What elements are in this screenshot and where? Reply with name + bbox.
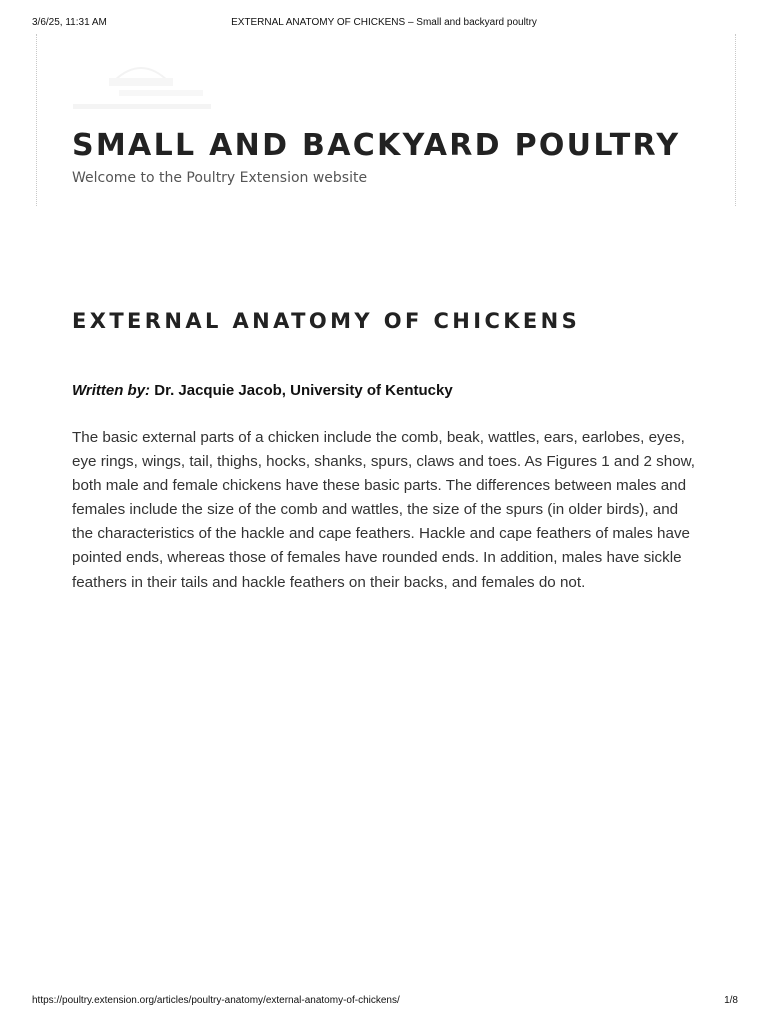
byline-author: Dr. Jacquie Jacob, University of Kentucky bbox=[150, 382, 453, 399]
article-body: The basic external parts of a chicken include the comb, beak, wattles, ears, earlobes, eyes, eye rings, wings, tail, thighs, hocks, shanks, spurs, claws and toes. As Figures 1 and 2 show, both male and female chickens have these basic parts. The differences between males and females include the size of the comb and wattles, the size of the spurs (in older birds), and the characteristics of the hackle and cape feathers. Hackle and cape feathers of males have pointed ends, whereas those of females have rounded ends. In addition, males have sickle feathers in their tails and hackle feathers on their backs, and females do not. bbox=[72, 429, 695, 591]
site-title[interactable]: SMALL AND BACKYARD POULTRY bbox=[72, 128, 681, 163]
page-number: 1/8 bbox=[724, 995, 738, 1006]
page-url: https://poultry.extension.org/articles/poultry-anatomy/external-anatomy-of-chickens/ bbox=[32, 995, 400, 1006]
print-page-title: EXTERNAL ANATOMY OF CHICKENS – Small and backyard poultry bbox=[231, 17, 537, 28]
print-datetime: 3/6/25, 11:31 AM bbox=[32, 17, 107, 28]
extension-logo-icon[interactable] bbox=[71, 48, 211, 118]
print-header bbox=[0, 17, 768, 31]
print-footer bbox=[0, 995, 768, 1009]
site-tagline: Welcome to the Poultry Extension website bbox=[72, 170, 368, 186]
article-title: EXTERNAL ANATOMY OF CHICKENS bbox=[72, 309, 581, 333]
site-header bbox=[36, 34, 736, 206]
byline-label: Written by: bbox=[72, 382, 151, 399]
byline bbox=[72, 382, 453, 399]
